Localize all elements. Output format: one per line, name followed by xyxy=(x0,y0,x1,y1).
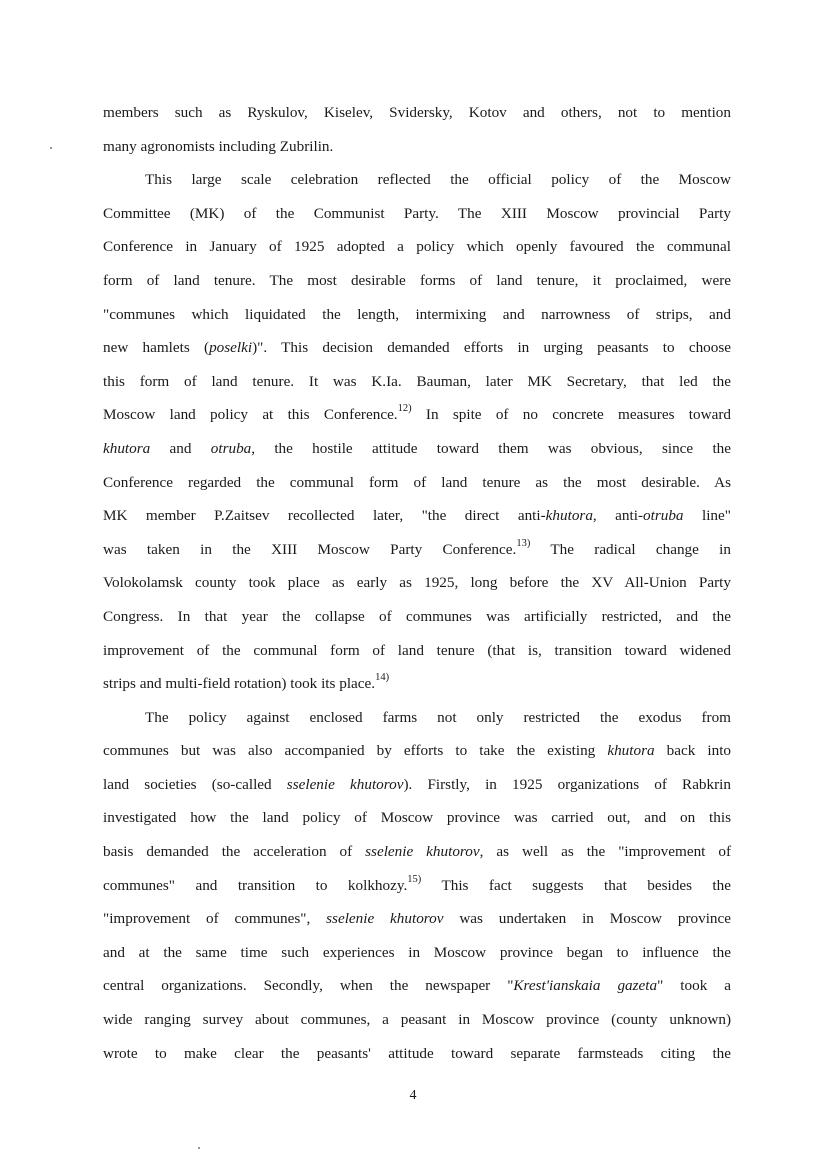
text-line xyxy=(103,197,731,231)
text-run: new hamlets ( xyxy=(103,339,210,357)
text-line xyxy=(103,365,731,399)
text-line xyxy=(103,566,731,600)
text-run: In spite of no concrete measures toward xyxy=(411,406,731,424)
italic-term: khutora xyxy=(545,507,593,525)
italic-term: khutora xyxy=(607,742,655,760)
italic-term: Krest'ianskaia gazeta xyxy=(513,977,658,995)
text-run: this form of land tenure. It was K.Ia. Bauman, later MK Secretary, that led the xyxy=(103,372,731,390)
footnote-ref: 15) xyxy=(407,873,422,885)
text-line xyxy=(103,801,731,835)
text-line xyxy=(103,835,731,869)
text-line xyxy=(103,398,731,432)
text-run: land societies (so-called xyxy=(103,775,287,793)
text-run: basis demanded the acceleration of xyxy=(103,843,366,861)
footnote-ref: 12) xyxy=(397,403,412,415)
text-run: many agronomists including Zubrilin. xyxy=(103,137,334,155)
text-run: investigated how the land policy of Moscow province was carried out, and on this xyxy=(103,809,731,827)
italic-term: otruba xyxy=(643,507,684,525)
text-run: central organizations. Secondly, when the newspaper " xyxy=(103,977,514,995)
text-run: strips and multi-field rotation) took its place. xyxy=(103,675,376,693)
scan-speck xyxy=(50,147,52,149)
text-run: "communes which liquidated the length, intermixing and narrowness of strips, and xyxy=(103,305,731,323)
text-line xyxy=(103,130,731,164)
text-run: Moscow land policy at this Conference. xyxy=(103,406,398,424)
text-line xyxy=(103,264,731,298)
text-run: ). Firstly, in 1925 organizations of Rabkrin xyxy=(403,775,731,793)
text-run: Congress. In that year the collapse of communes was artificially restricted, and the xyxy=(103,607,731,625)
paragraph-start-line xyxy=(103,701,731,735)
italic-term: otruba xyxy=(210,439,252,457)
text-line xyxy=(103,1003,731,1037)
text-line xyxy=(103,667,731,701)
text-run: and xyxy=(150,439,211,457)
text-run: Volokolamsk county took place as early as 1925, long before the XV All-Union Party xyxy=(103,574,731,592)
page-number: 4 xyxy=(409,1088,417,1103)
text-run: , anti- xyxy=(592,507,644,525)
text-run: wrote to make clear the peasants' attitude toward separate farmsteads citing the xyxy=(103,1044,731,1062)
text-run: , the hostile attitude toward them was obvious, since the xyxy=(251,439,731,457)
footnote-ref: 13) xyxy=(516,537,531,549)
text-run: The radical change in xyxy=(530,540,731,558)
text-run: was taken in the XIII Moscow Party Conference. xyxy=(103,540,517,558)
footnote-ref: 14) xyxy=(375,672,390,684)
text-run: improvement of the communal form of land tenure (that is, transition toward widened xyxy=(103,641,731,659)
italic-term: poselki xyxy=(209,339,253,357)
text-line xyxy=(103,902,731,936)
italic-term: khutora xyxy=(103,439,151,457)
text-run: This fact suggests that besides the xyxy=(421,876,731,894)
text-run: )". This decision demanded efforts in urging peasants to choose xyxy=(252,339,732,357)
text-run: back into xyxy=(654,742,732,760)
text-run: wide ranging survey about communes, a peasant in Moscow province (county unknown) xyxy=(103,1011,731,1029)
text-run: communes but was also accompanied by efforts to take the existing xyxy=(103,742,608,760)
text-run: and at the same time such experiences in Moscow province began to influence the xyxy=(103,943,731,961)
italic-term: sselenie khutorov xyxy=(286,775,404,793)
text-run: This large scale celebration reflected the official policy of the Moscow xyxy=(145,171,731,189)
body-text xyxy=(103,96,731,1070)
text-run: form of land tenure. The most desirable forms of land tenure, it proclaimed, were xyxy=(103,271,731,289)
text-line xyxy=(103,634,731,668)
text-run: members such as Ryskulov, Kiselev, Svidersky, Kotov and others, not to mention xyxy=(103,104,731,121)
text-line xyxy=(103,734,731,768)
text-run: line" xyxy=(683,507,731,525)
text-line xyxy=(103,331,731,365)
paragraph-start-line xyxy=(103,163,731,197)
text-line xyxy=(103,499,731,533)
text-line xyxy=(103,969,731,1003)
text-line xyxy=(103,230,731,264)
text-line xyxy=(103,1037,731,1071)
text-run: " took a xyxy=(657,977,731,995)
text-run: Conference in January of 1925 adopted a policy which openly favoured the communal xyxy=(103,238,731,256)
text-run: The policy against enclosed farms not only restricted the exodus from xyxy=(145,708,731,726)
text-line xyxy=(103,869,731,903)
text-line xyxy=(103,600,731,634)
text-run: MK member P.Zaitsev recollected later, "the direct anti- xyxy=(103,507,546,525)
text-run: "improvement of communes", xyxy=(103,910,327,928)
text-run: Committee (MK) of the Communist Party. The XIII Moscow provincial Party xyxy=(103,204,731,222)
text-run: communes" and transition to kolkhozy. xyxy=(103,876,408,894)
text-line xyxy=(103,466,731,500)
italic-term: sselenie khutorov xyxy=(326,910,444,928)
text-line xyxy=(103,936,731,970)
text-run: was undertaken in Moscow province xyxy=(443,910,731,928)
text-line xyxy=(103,96,731,130)
text-line xyxy=(103,768,731,802)
scan-speck xyxy=(198,1147,200,1149)
text-run: , as well as the "improvement of xyxy=(479,843,732,861)
italic-term: sselenie khutorov xyxy=(365,843,480,861)
text-line xyxy=(103,432,731,466)
text-run: Conference regarded the communal form of land tenure as the most desirable. As xyxy=(103,473,731,491)
text-line xyxy=(103,298,731,332)
text-line xyxy=(103,533,731,567)
